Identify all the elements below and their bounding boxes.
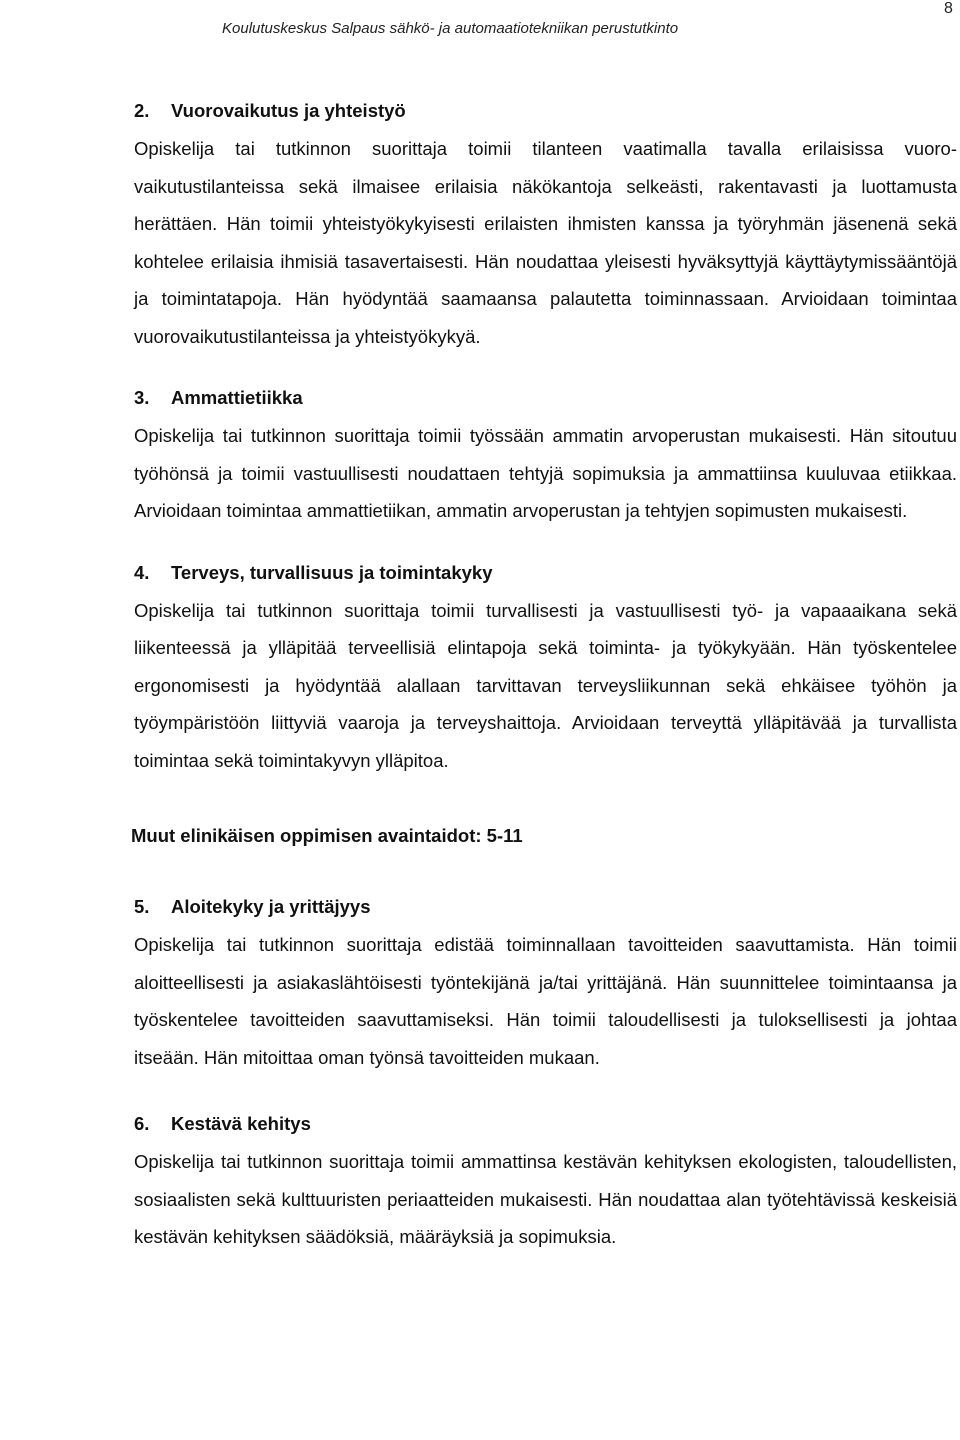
section-heading [134,98,957,124]
page-header-title: Koulutuskeskus Salpaus sähkö- ja automaatiotekniikan perustutkinto [222,20,679,37]
section-vuorovaikutus [134,98,957,355]
section-paragraph: Opiskelija tai tutkinnon suorittaja toimii turvallisesti ja vastuullisesti työ- ja vapaaaikana sekä liikenteessä ja ylläpitää terveellisiä elintapoja sekä toiminta- ja työkykyään. Hän työskentelee ergonomisesti ja hyödyntää alallaan tarvittavan terveysliikunnan sekä ehkäisee työhön ja työympäristöön liittyviä vaaroja ja terveyshaittoja. Arvioidaan terveyttä ylläpitävää ja turvallista toimintaa sekä toimintakyvyn ylläpitoa. [134,599,957,771]
section-paragraph: Opiskelija tai tutkinnon suorittaja edistää toiminnallaan tavoitteiden saavuttamista. Hän toimii aloitteellisesti ja asiakaslähtöisesti työntekijänä ja/tai yrittäjänä. Hän suunnittelee toimintaansa ja työskentelee tavoitteiden saavuttamiseksi. Hän toimii taloudellisesti ja tuloksellisesti ja johtaa itseään. Hän mitoittaa oman työnsä tavoitteiden mukaan. [134,934,957,1068]
section-number: 2. [134,100,150,121]
section-terveys [134,560,957,780]
section-title: Aloitekyky ja yrittäjyys [171,896,371,917]
section-number: 3. [134,387,150,408]
group-heading: Muut elinikäisen oppimisen avaintaidot: 5-11 [131,825,523,846]
section-paragraph: Opiskelija tai tutkinnon suorittaja toimii ammattinsa kestävän kehityksen ekologisten, taloudellisten, sosiaalisten sekä kulttuuristen periaatteiden mukaisesti. Hän noudattaa alan työtehtävissä keskeisiä kestävän kehityksen säädöksiä, määräyksiä ja sopimuksia. [134,1151,957,1247]
section-paragraph: Opiskelija tai tutkinnon suorittaja toimii tilanteen vaatimalla tavalla erilaisissa vuorovaikutustilanteissa sekä ilmaisee erilaisia näkökantoja selkeästi, rakentavasti ja luottamusta herättäen. Hän toimii yhteistyökykyisesti erilaisten ihmisten kanssa ja työryhmän jäsenenä sekä kohtelee erilaisia ihmisiä tasavertaisesti. Hän noudattaa yleisesti hyväksyttyjä käyttäytymissääntöjä ja toimintatapoja. Hän hyödyntää saamaansa palautetta toiminnassaan. Arvioidaan toimintaa vuorovaikutustilanteissa ja yhteistyökykyä. [134,138,957,347]
page-number: 8 [944,0,953,17]
section-title: Ammattietiikka [171,387,303,408]
section-aloitekyky [134,894,957,1076]
section-title: Vuorovaikutus ja yhteistyö [171,100,406,121]
document-body [131,98,957,1256]
section-title: Terveys, turvallisuus ja toimintakyky [171,561,493,583]
section-kestava-kehitys [134,1111,957,1256]
section-heading [134,894,957,920]
section-paragraph: Opiskelija tai tutkinnon suorittaja toimii työssään ammatin arvoperustan mukaisesti. Hän sitoutuu työhönsä ja toimii vastuullisesti noudattaen tehtyjä sopimuksia ja ammattiinsa kuuluvaa etiikkaa. Arvioidaan toimintaa ammattietiikan, ammatin arvoperustan ja tehtyjen sopimusten mukaisesti. [134,425,957,521]
section-heading [134,385,957,411]
section-number: 4. [134,561,150,583]
section-number: 5. [134,896,150,917]
section-heading [134,560,957,586]
section-title: Kestävä kehitys [171,1113,311,1134]
section-number: 6. [134,1113,150,1134]
section-ammattietiikka [134,385,957,530]
section-heading [134,1111,957,1137]
